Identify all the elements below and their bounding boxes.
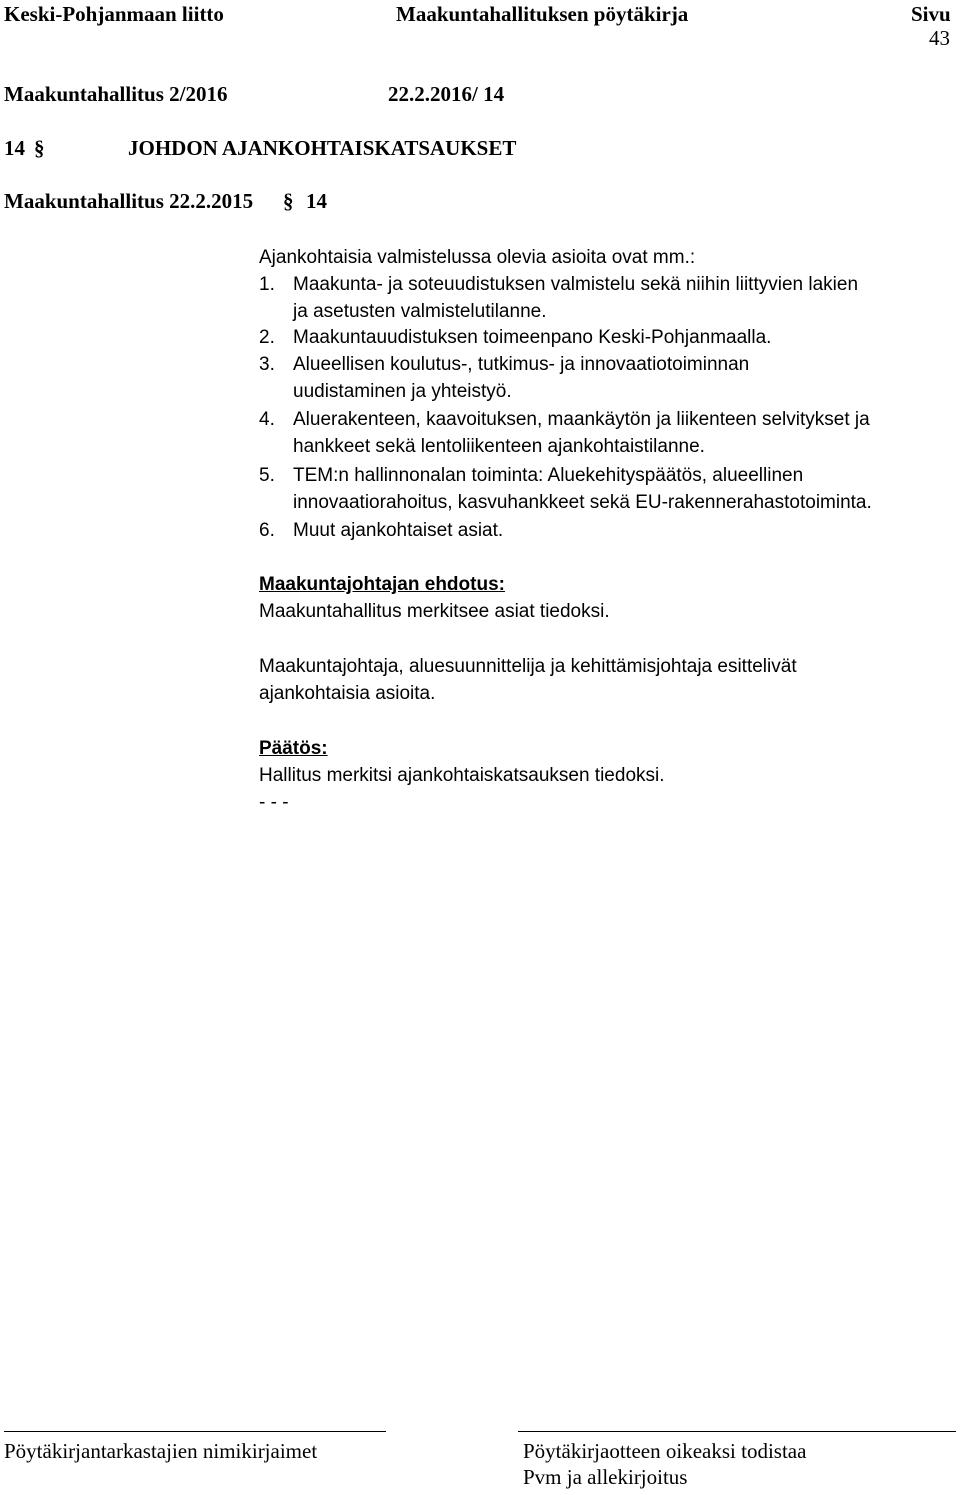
item-number: 14 — [4, 136, 25, 160]
footer-right-rule — [518, 1431, 956, 1432]
header-org: Keski-Pohjanmaan liitto — [4, 2, 224, 26]
prior-label: Maakuntahallitus 22.2.2015 — [4, 189, 254, 213]
meeting-body: Maakuntahallitus 2/2016 — [4, 82, 228, 106]
footer-left-label: Pöytäkirjantarkastajien nimikirjaimet — [4, 1439, 318, 1463]
list-item-number: 6. — [259, 520, 275, 541]
list-item-number: 1. — [259, 274, 275, 295]
proposal-heading: Maakuntajohtajan ehdotus: — [259, 574, 505, 595]
header-page-label: Sivu — [911, 2, 951, 26]
decision-text: Hallitus merkitsi ajankohtaiskatsauksen tiedoksi. — [259, 765, 665, 786]
header-page-number: 43 — [929, 26, 950, 50]
prior-number: 14 — [306, 189, 327, 213]
list-item-number: 5. — [259, 465, 275, 486]
list-item-text: Maakuntauudistuksen toimeenpano Keski-Pohjanmaalla. — [293, 327, 772, 348]
proposal-text: Maakuntahallitus merkitsee asiat tiedoksi. — [259, 601, 610, 622]
list-item-text: Aluerakenteen, kaavoituksen, maankäytön ja liikenteen selvitykset ja — [293, 409, 870, 430]
list-item-text: Alueellisen koulutus-, tutkimus- ja innovaatiotoiminnan — [293, 354, 750, 375]
decision-heading: Päätös: — [259, 738, 328, 759]
list-item-text: TEM:n hallinnonalan toiminta: Aluekehityspäätös, alueellinen — [293, 465, 804, 486]
footer-right-label-2: Pvm ja allekirjoitus — [523, 1465, 688, 1489]
list-item — [259, 351, 959, 405]
list-item-text: ja asetusten valmistelutilanne. — [293, 301, 547, 322]
list-item — [259, 324, 959, 351]
prior-section-symbol: § — [283, 189, 294, 213]
list-item-text: hankkeet sekä lentoliikenteen ajankohtaistilanne. — [293, 436, 705, 457]
list-item — [259, 271, 959, 325]
meeting-date-ref: 22.2.2016/ 14 — [388, 82, 505, 106]
header-doc-type: Maakuntahallituksen pöytäkirja — [396, 2, 689, 26]
footer-right-label-1: Pöytäkirjaotteen oikeaksi todistaa — [523, 1439, 807, 1463]
item-title: JOHDON AJANKOHTAISKATSAUKSET — [128, 136, 517, 160]
presenters-line-1: Maakuntajohtaja, aluesuunnittelija ja kehittämisjohtaja esittelivät — [259, 656, 797, 677]
end-mark: - - - — [259, 792, 289, 813]
topic-list — [259, 271, 959, 551]
list-item — [259, 406, 959, 460]
list-item-number: 3. — [259, 354, 275, 375]
list-item — [259, 462, 959, 516]
list-item-text: Muut ajankohtaiset asiat. — [293, 520, 504, 541]
presenters-line-2: ajankohtaisia asioita. — [259, 683, 436, 704]
list-item-text: innovaatiorahoitus, kasvuhankkeet sekä EU-rakennerahastotoiminta. — [293, 492, 872, 513]
item-section-symbol: § — [34, 136, 45, 160]
footer-left-rule — [4, 1431, 386, 1432]
intro-text: Ajankohtaisia valmistelussa olevia asioita ovat mm.: — [259, 247, 696, 268]
list-item-text: uudistaminen ja yhteistyö. — [293, 381, 512, 402]
list-item-number: 2. — [259, 327, 275, 348]
list-item-number: 4. — [259, 409, 275, 430]
list-item — [259, 517, 959, 544]
list-item-text: Maakunta- ja soteuudistuksen valmistelu sekä niihin liittyvien lakien — [293, 274, 859, 295]
